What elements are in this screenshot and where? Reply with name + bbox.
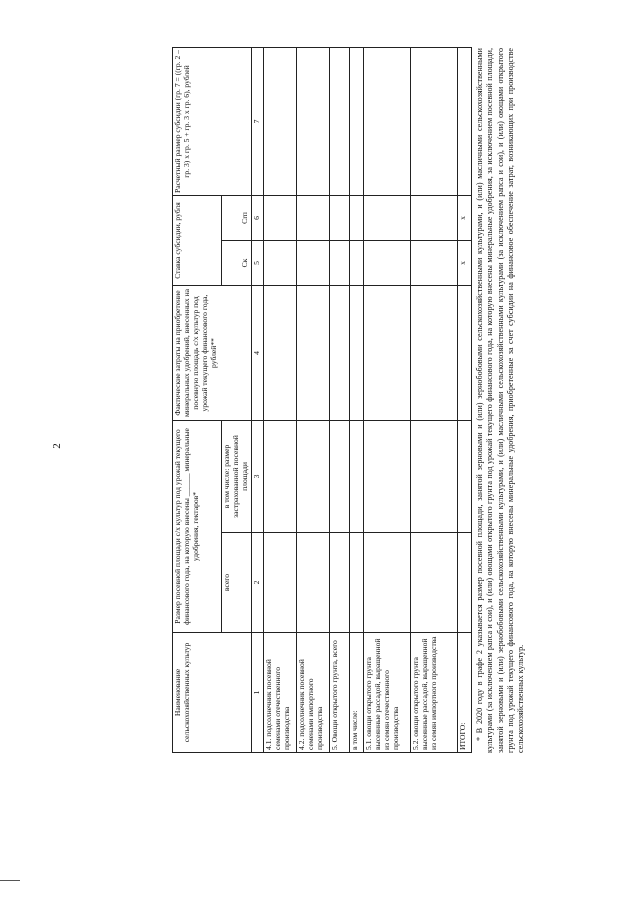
table-row xyxy=(329,48,349,753)
cell-rate-sp xyxy=(363,196,410,241)
header-actual-costs: Фактические затраты на приобретение минеральных удобрений, внесенных на посевную площадь с/х культур под урожай текущего финансового года, рублей** xyxy=(173,286,252,421)
cell-rate-sp xyxy=(329,196,349,241)
cell-rate-sk: х xyxy=(457,241,471,286)
subsidy-table xyxy=(172,47,472,753)
cell-empty xyxy=(363,533,410,633)
header-area-total: всего xyxy=(222,533,252,633)
cell-rate-sk xyxy=(349,241,363,286)
cell-empty xyxy=(263,48,296,196)
header-area-insured: в том числе: размер застрахованной посевной площади xyxy=(222,421,252,533)
cell-rate-sp xyxy=(263,196,296,241)
cell-empty xyxy=(410,421,457,533)
cell-empty xyxy=(457,286,471,421)
table-row xyxy=(410,48,457,753)
cell-empty xyxy=(296,421,329,533)
cell-empty xyxy=(410,48,457,196)
row-name: ИТОГО: xyxy=(457,633,471,753)
cell-empty xyxy=(329,286,349,421)
cell-empty xyxy=(410,286,457,421)
cell-rate-sp: х xyxy=(457,196,471,241)
header-rate-group: Ставка субсидии, рубля xyxy=(173,196,222,286)
cell-empty xyxy=(363,48,410,196)
cell-empty xyxy=(329,421,349,533)
cell-empty xyxy=(263,533,296,633)
column-number: 3 xyxy=(251,421,263,533)
cell-empty xyxy=(349,286,363,421)
column-number: 1 xyxy=(251,633,263,753)
cell-rate-sk xyxy=(329,241,349,286)
cell-empty xyxy=(329,533,349,633)
cell-rate-sk xyxy=(296,241,329,286)
cell-rate-sk xyxy=(263,241,296,286)
row-name: 5. Овощи открытого грунта, всего xyxy=(329,633,349,753)
footnote xyxy=(475,48,527,753)
column-number: 2 xyxy=(251,533,263,633)
table-row xyxy=(363,48,410,753)
cell-empty xyxy=(296,533,329,633)
column-number-row xyxy=(251,48,263,753)
header-calculated: Расчетный размер субсидии (гр. 7 = ((гр. 2 – гр. 3) х гр. 5 + гр. 3 х гр. 6), рублей xyxy=(173,48,252,196)
row-name: 5.2. овощи открытого грунта высеянные рассадой, выращенной из семян импортного производства xyxy=(410,633,457,753)
page-number: 2 xyxy=(51,443,63,449)
row-name: 5.1. овощи открытого грунта высеянные рассадой, выращенной из семян отечественного производства xyxy=(363,633,410,753)
header-crop-name: Наименование сельскохозяйственных культур xyxy=(173,633,252,753)
header-rate-sp: Сrп xyxy=(222,196,252,241)
column-number: 7 xyxy=(251,48,263,196)
cell-empty xyxy=(296,48,329,196)
header-area-group: Размер посевной площади с/х культур под урожай текущего финансового года, на которую внесены ______ минеральные удобрения, гектаров* xyxy=(173,421,222,633)
table-row xyxy=(296,48,329,753)
cell-empty xyxy=(329,48,349,196)
cell-empty xyxy=(296,286,329,421)
cell-empty xyxy=(457,421,471,533)
table-row xyxy=(349,48,363,753)
cell-empty xyxy=(457,533,471,633)
cell-empty xyxy=(263,421,296,533)
header-rate-sk: Ск xyxy=(222,241,252,286)
cell-empty xyxy=(349,48,363,196)
corner-mark xyxy=(0,880,20,881)
footnote-text: * В 2020 году в графе 2 указывается размер посевной площади, занятой зерновыми и (или) зернобобовыми сельскохозяйственными культурами, и (или) масличными сельскохозяйственными культурами (за исключением рапса и сои), и (или) овощами открытого грунта под урожай текущего финансового года, на которую внесены минеральные удобрения, за исключением посевной площади, занятой зерновыми и (или) зернобобовыми сельскохозяйственными культурами, и (или) масличными сельскохозяйственными культурами (за исключением рапса и сои), и (или) овощами открытого грунта под урожай текущего финансового года, на которую внесены минеральные удобрения, приобретенные за счет субсидии на финансовое обеспечение затрат, возникающих при производстве сельскохозяйственных культур. xyxy=(475,48,526,753)
cell-rate-sp xyxy=(349,196,363,241)
cell-empty xyxy=(457,48,471,196)
table-row xyxy=(263,48,296,753)
cell-empty xyxy=(363,421,410,533)
cell-rate-sk xyxy=(363,241,410,286)
cell-rate-sk xyxy=(410,241,457,286)
column-number: 6 xyxy=(251,196,263,241)
row-name: 4.1. подсолнечник посевной семенами отечественного производства xyxy=(263,633,296,753)
table-row xyxy=(457,48,471,753)
cell-empty xyxy=(363,286,410,421)
cell-rate-sp xyxy=(296,196,329,241)
table-container xyxy=(172,48,472,753)
cell-empty xyxy=(349,533,363,633)
column-number: 4 xyxy=(251,286,263,421)
column-number: 5 xyxy=(251,241,263,286)
row-name: в том числе: xyxy=(349,633,363,753)
row-name: 4.2. подсолнечник посевной семенами импортного производства xyxy=(296,633,329,753)
cell-empty xyxy=(349,421,363,533)
cell-rate-sp xyxy=(410,196,457,241)
cell-empty xyxy=(410,533,457,633)
cell-empty xyxy=(263,286,296,421)
